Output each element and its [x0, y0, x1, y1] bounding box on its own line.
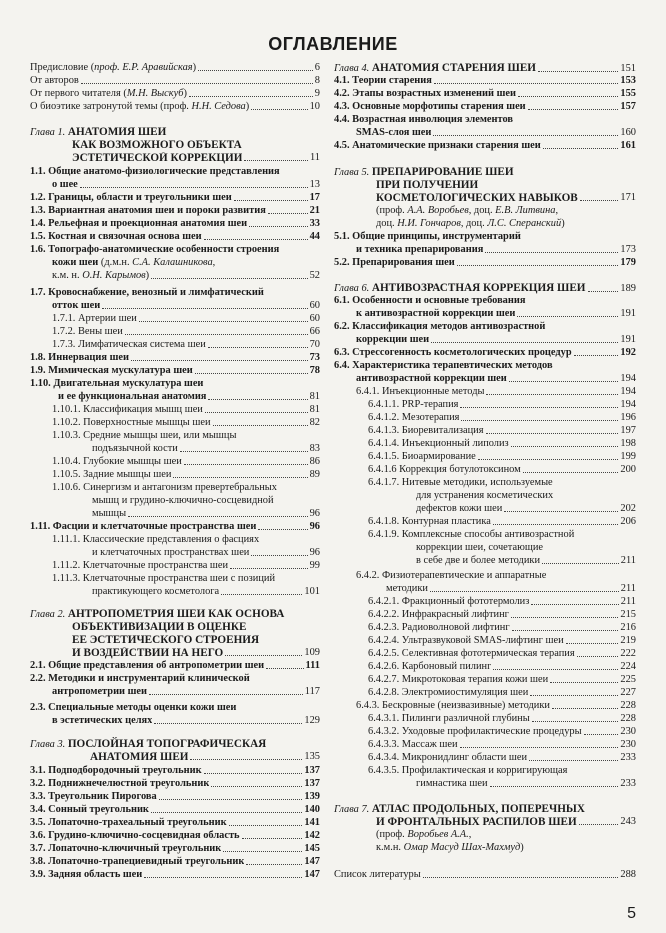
toc-entry-6-4-1[interactable]: 6.4.1. Инъекционные методы 194 — [356, 386, 636, 397]
toc-entry-6-4-1-9-line2: коррекции шеи, сочетающие — [416, 542, 544, 553]
toc-entry-5-1-line: 5.1. Общие принципы, инструментарий — [334, 231, 521, 242]
toc-entry-6-4-1-1[interactable]: 6.4.1.1. PRP-терапия 194 — [368, 399, 636, 410]
page-title: ОГЛАВЛЕНИЕ — [268, 34, 398, 54]
toc-entry-6-2[interactable]: коррекции шеи 191 — [356, 334, 636, 345]
toc-entry-1-10-4[interactable]: 1.10.4. Глубокие мышцы шеи 86 — [52, 456, 320, 467]
toc-entry-6-4-1-9[interactable]: в себе две и более методики 211 — [416, 555, 636, 566]
toc-entry-5-2[interactable]: 5.2. Препарирования шеи 179 — [334, 257, 636, 268]
chapter-7-heading[interactable]: Глава 7. АТЛАС ПРОДОЛЬНЫХ, ПОПЕРЕЧНЫХ — [334, 803, 585, 815]
toc-entry-6-4-1-6[interactable]: 6.4.1.6 Коррекция ботулотоксином 200 — [368, 464, 636, 475]
toc-entry-6-4-line: 6.4. Характеристика терапевтических методов — [334, 360, 553, 371]
toc-entry-from-authors[interactable]: От авторов 8 — [30, 75, 320, 86]
toc-entry-2-2[interactable]: антропометрии шеи 117 — [52, 686, 320, 697]
toc-entry-6-4-1-5[interactable]: 6.4.1.5. Биоармирование 199 — [368, 451, 636, 462]
toc-entry-6-4-3[interactable]: 6.4.3. Бескровные (неизвазивные) методики 228 — [356, 700, 636, 711]
chapter-1-title-line: КАК ВОЗМОЖНОГО ОБЪЕКТА — [72, 139, 242, 151]
chapter-2-heading[interactable]: Глава 2. АНТРОПОМЕТРИЯ ШЕИ КАК ОСНОВА — [30, 608, 285, 620]
toc-entry-6-4-2-3[interactable]: 6.4.2.3. Радиоволновой лифтинг 216 — [368, 622, 636, 633]
toc-entry-1-7-2[interactable]: 1.7.2. Вены шеи 66 — [52, 326, 320, 337]
toc-entry-1-6-line: 1.6. Топографо-анатомические особенности строения — [30, 244, 280, 255]
toc-entry-1-10-3[interactable]: подъязычной кости 83 — [92, 443, 320, 454]
toc-entry-1-1-line: 1.1. Общие анатомо-физиологические представления — [30, 166, 280, 177]
toc-entry-3-3[interactable]: 3.3. Треугольник Пирогова 139 — [30, 791, 320, 802]
toc-entry-1-4[interactable]: 1.4. Рельефная и проекционная анатомия шеи 33 — [30, 218, 320, 229]
toc-entry-6-2-line: 6.2. Классификация методов антивозрастной — [334, 321, 546, 332]
toc-entry-1-10-6-line2: мышц и грудино-ключично-сосцевидной — [92, 495, 274, 506]
toc-entry-6-1-line: 6.1. Особенности и основные требования — [334, 295, 526, 306]
toc-entry-6-4-1-9-line: 6.4.1.9. Комплексные способы антивозрастной — [368, 529, 575, 540]
toc-entry-1-2[interactable]: 1.2. Границы, области и треугольники шеи 17 — [30, 192, 320, 203]
chapter-2-title-line2: ОБЪЕКТИВИЗАЦИИ В ОЦЕНКЕ — [72, 621, 247, 633]
toc-entry-6-4-1-7[interactable]: дефектов кожи шеи 202 — [416, 503, 636, 514]
toc-entry-6-4-1-8[interactable]: 6.4.1.8. Контурная пластика 206 — [368, 516, 636, 527]
toc-entry-2-3-line: 2.3. Специальные методы оценки кожи шеи — [30, 702, 237, 713]
toc-entry-6-4-2-4[interactable]: 6.4.2.4. Ультразвуковой SMAS-лифтинг шеи 219 — [368, 635, 636, 646]
toc-entry-5-1[interactable]: и техника препарирования 173 — [356, 244, 636, 255]
toc-entry-6-4-3-5-line: 6.4.3.5. Профилактическая и корригирующая — [368, 765, 568, 776]
toc-entry-6-4-3-2[interactable]: 6.4.3.2. Уходовые профилактические процедуры 230 — [368, 726, 636, 737]
toc-entry-chapter-3[interactable]: АНАТОМИЯ ШЕИ 135 — [90, 751, 320, 763]
toc-left-column — [30, 62, 320, 880]
toc-entry-1-5[interactable]: 1.5. Костная и связочная основа шеи 44 — [30, 231, 320, 242]
toc-entry-1-6-authors: кожи шеи (д.м.н. С.А. Калашникова, — [52, 257, 216, 268]
chapter-5-authors-1: (проф. А.А. Воробьев, доц. Е.В. Литвина, — [376, 205, 559, 216]
toc-entry-3-8[interactable]: 3.8. Лопаточно-трапециевидный треугольник 147 — [30, 856, 320, 867]
page-number: 5 — [627, 905, 636, 922]
toc-entry-1-7-3[interactable]: 1.7.3. Лимфатическая система шеи 70 — [52, 339, 320, 350]
toc-entry-2-1[interactable]: 2.1. Общие представления об антропометрии шеи 111 — [30, 660, 320, 671]
chapter-2-title-line3: ЕЕ ЭСТЕТИЧЕСКОГО СТРОЕНИЯ — [72, 634, 260, 646]
toc-entry-6-4[interactable]: антивозрастной коррекции шеи 194 — [356, 373, 636, 384]
toc-entry-4-4[interactable]: SMAS-слоя шеи 160 — [356, 127, 636, 138]
toc-entry-references[interactable]: Список литературы 288 — [334, 869, 636, 880]
toc-entry-1-10-2[interactable]: 1.10.2. Поверхностные мышцы шеи 82 — [52, 417, 320, 428]
toc-entry-6-4-1-7-line2: для устранения косметических — [416, 490, 554, 501]
toc-entry-3-1[interactable]: 3.1. Подподбородочный треугольник 137 — [30, 765, 320, 776]
toc-entry-preface[interactable]: Предисловие (проф. Е.Р. Аравийская) 6 — [30, 62, 320, 73]
toc-entry-chapter-6[interactable]: Глава 6. АНТИВОЗРАСТНАЯ КОРРЕКЦИЯ ШЕИ 189 — [334, 282, 636, 294]
toc-entry-1-7-1[interactable]: 1.7.1. Артерии шеи 60 — [52, 313, 320, 324]
chapter-5-heading[interactable]: Глава 5. ПРЕПАРИРОВАНИЕ ШЕИ — [334, 166, 514, 178]
toc-entry-1-11-1-line: 1.11.1. Классические представления о фасциях — [52, 534, 260, 545]
toc-entry-6-4-2-1[interactable]: 6.4.2.1. Фракционный фототермолиз 211 — [368, 596, 636, 607]
toc-entry-6-4-2[interactable]: методики 211 — [386, 583, 636, 594]
toc-entry-6-4-1-4[interactable]: 6.4.1.4. Инъекционный липолиз 198 — [368, 438, 636, 449]
chapter-5-title-line2: ПРИ ПОЛУЧЕНИИ — [376, 179, 479, 191]
toc-entry-2-3[interactable]: в эстетических целях 129 — [52, 715, 320, 726]
toc-entry-1-7-line: 1.7. Кровоснабжение, венозный и лимфатический — [30, 287, 264, 298]
toc-entry-bioethics[interactable]: О биоэтике затронутой темы (проф. Н.Н. Седова) 10 — [30, 101, 320, 112]
toc-entry-3-5[interactable]: 3.5. Лопаточно-трахеальный треугольник 141 — [30, 817, 320, 828]
toc-entry-1-8[interactable]: 1.8. Иннервация шеи 73 — [30, 352, 320, 363]
toc-entry-1-11-2[interactable]: 1.11.2. Клетчаточные пространства шеи 99 — [52, 560, 320, 571]
chapter-3-heading[interactable]: Глава 3. ПОСЛОЙНАЯ ТОПОГРАФИЧЕСКАЯ — [30, 738, 267, 750]
chapter-5-authors-2: доц. Н.И. Гончаров, доц. Л.С. Сперанский) — [376, 218, 565, 229]
toc-entry-first-reader[interactable]: От первого читателя (М.Н. Выскуб) 9 — [30, 88, 320, 99]
toc-entry-3-2[interactable]: 3.2. Поднижнечелюстной треугольник 137 — [30, 778, 320, 789]
toc-entry-6-4-2-line: 6.4.2. Физиотерапевтические и аппаратные — [356, 570, 547, 581]
toc-entry-4-3[interactable]: 4.3. Основные морфотипы старения шеи 157 — [334, 101, 636, 112]
chapter-7-authors-1: (проф. Воробьев А.А., — [376, 829, 472, 840]
toc-entry-6-4-2-2[interactable]: 6.4.2.2. Инфракрасный лифтинг 215 — [368, 609, 636, 620]
toc-entry-1-10-line: 1.10. Двигательная мускулатура шеи — [30, 378, 204, 389]
toc-entry-1-3[interactable]: 1.3. Вариантная анатомия шеи и пороки развития 21 — [30, 205, 320, 216]
toc-entry-1-10-6[interactable]: мышцы 96 — [92, 508, 320, 519]
toc-entry-6-4-1-3[interactable]: 6.4.1.3. Биоревитализация 197 — [368, 425, 636, 436]
toc-entry-4-2[interactable]: 4.2. Этапы возрастных изменений шеи 155 — [334, 88, 636, 99]
toc-entry-6-3[interactable]: 6.3. Стрессогенность косметологических процедур 192 — [334, 347, 636, 358]
toc-entry-6-4-2-7[interactable]: 6.4.2.7. Микротоковая терапия кожи шеи 225 — [368, 674, 636, 685]
toc-entry-1-7[interactable]: отток шеи 60 — [52, 300, 320, 311]
toc-entry-3-4[interactable]: 3.4. Сонный треугольник 140 — [30, 804, 320, 815]
toc-entry-1-11-1[interactable]: и клетчаточных пространствах шеи 96 — [92, 547, 320, 558]
toc-entry-1-1[interactable]: о шее 13 — [52, 179, 320, 190]
toc-entry-3-6[interactable]: 3.6. Грудино-ключично-сосцевидная область 142 — [30, 830, 320, 841]
toc-entry-1-10-3-line: 1.10.3. Средние мышцы шеи, или мышцы — [52, 430, 237, 441]
toc-entry-6-4-1-7-line: 6.4.1.7. Нитевые методики, используемые — [368, 477, 553, 488]
toc-right-column — [334, 62, 636, 880]
toc-entry-6-4-3-4[interactable]: 6.4.3.4. Микронидлинг области шеи 233 — [368, 752, 636, 763]
toc-entry-3-9[interactable]: 3.9. Задняя область шеи 147 — [30, 869, 320, 880]
toc-entry-1-9[interactable]: 1.9. Мимическая мускулатура шеи 78 — [30, 365, 320, 376]
toc-entry-chapter-7[interactable]: И ФРОНТАЛЬНЫХ РАСПИЛОВ ШЕИ 243 — [376, 816, 636, 828]
toc-entry-6-4-1-2[interactable]: 6.4.1.2. Мезотерапия 196 — [368, 412, 636, 423]
toc-entry-6-4-2-6[interactable]: 6.4.2.6. Карбоновый пилинг 224 — [368, 661, 636, 672]
toc-entry-chapter-5[interactable]: КОСМЕТОЛОГИЧЕСКИХ НАВЫКОВ 171 — [376, 192, 636, 204]
toc-entry-2-2-line: 2.2. Методики и инструментарий клинической — [30, 673, 250, 684]
toc-entry-1-6[interactable]: к.м. н. О.Н. Карымов) 52 — [52, 270, 320, 281]
toc-entry-4-4-line: 4.4. Возрастная инволюция элементов — [334, 114, 514, 125]
toc-entry-6-4-3-3[interactable]: 6.4.3.3. Массаж шеи 230 — [368, 739, 636, 750]
toc-entry-1-11-3[interactable]: практикующего косметолога 101 — [92, 586, 320, 597]
toc-entry-chapter-2[interactable]: И ВОЗДЕЙСТВИИ НА НЕГО 109 — [72, 647, 320, 659]
toc-entry-1-10-6-line: 1.10.6. Синергизм и антагонизм превертебральных — [52, 482, 277, 493]
toc-entry-6-4-2-8[interactable]: 6.4.2.8. Электромиостимуляция шеи 227 — [368, 687, 636, 698]
toc-entry-1-11-3-line: 1.11.3. Клетчаточные пространства шеи с позиций — [52, 573, 276, 584]
toc-entry-4-1[interactable]: 4.1. Теории старения 153 — [334, 75, 636, 86]
toc-entry-6-4-2-5[interactable]: 6.4.2.5. Селективная фототермическая терапия 222 — [368, 648, 636, 659]
toc-entry-1-10-1[interactable]: 1.10.1. Классификация мышц шеи 81 — [52, 404, 320, 415]
toc-entry-1-11[interactable]: 1.11. Фасции и клетчаточные пространства шеи 96 — [30, 521, 320, 532]
toc-entry-6-1[interactable]: к антивозрастной коррекции шеи 191 — [356, 308, 636, 319]
chapter-1-heading[interactable]: Глава 1. АНАТОМИЯ ШЕИ — [30, 126, 167, 138]
toc-entry-6-4-3-1[interactable]: 6.4.3.1. Пилинги различной глубины 228 — [368, 713, 636, 724]
toc-entry-1-10[interactable]: и ее функциональная анатомия 81 — [58, 391, 320, 402]
toc-entry-6-4-3-5[interactable]: гимнастика шеи 233 — [416, 778, 636, 789]
chapter-7-authors-2: к.м.н. Омар Масуд Шах-Махмуд) — [376, 842, 524, 853]
toc-entry-chapter-4[interactable]: Глава 4. АНАТОМИЯ СТАРЕНИЯ ШЕИ 151 — [334, 62, 636, 74]
toc-entry-3-7[interactable]: 3.7. Лопаточно-ключичный треугольник 145 — [30, 843, 320, 854]
toc-entry-chapter-1[interactable]: ЭСТЕТИЧЕСКОЙ КОРРЕКЦИИ 11 — [72, 152, 320, 164]
toc-entry-1-10-5[interactable]: 1.10.5. Задние мышцы шеи 89 — [52, 469, 320, 480]
toc-entry-4-5[interactable]: 4.5. Анатомические признаки старения шеи 161 — [334, 140, 636, 151]
